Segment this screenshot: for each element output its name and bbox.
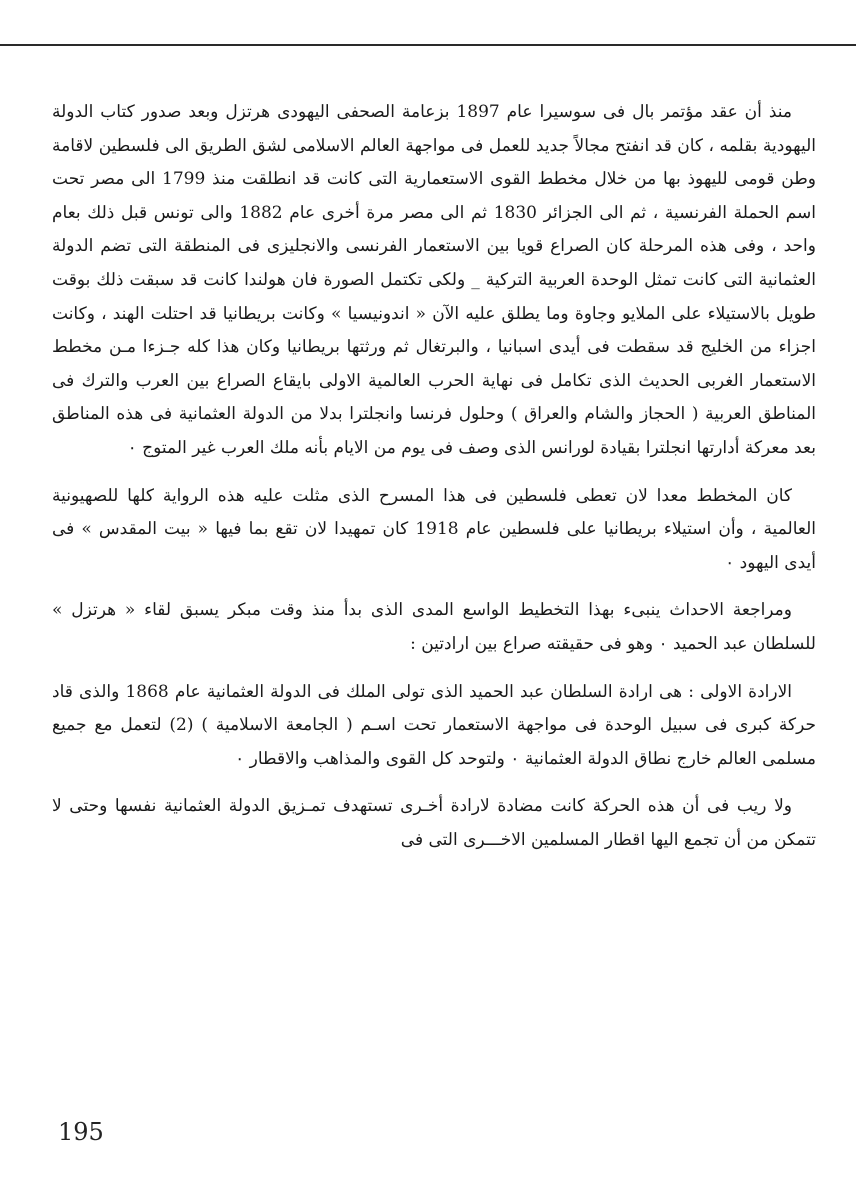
body-text: [52, 96, 816, 857]
paragraph: ولا ريب فى أن هذه الحركة كانت مضادة لارادة أخـرى تستهدف تمـزيق الدولة العثمانية نفسها وحتى لا تتمكن من أن تجمع اليها اقطار المسلمين الاخـــرى التى فى: [52, 796, 816, 850]
header-rule: [0, 44, 856, 46]
page-number: 195: [58, 1118, 104, 1146]
paragraph: كان المخطط معدا لان تعطى فلسطين فى هذا المسرح الذى مثلت عليه هذه الرواية كلها للصهيونية العالمية ، وأن استيلاء بريطانيا على فلسطين عام 1918 كان تمهيدا لان تقع بما فيها « بيت المقدس » فى أيدى اليهود ٠: [52, 485, 816, 573]
paragraph: الارادة الاولى : هى ارادة السلطان عبد الحميد الذى تولى الملك فى الدولة العثمانية عام 1868 والذى قاد حركة كبرى فى سبيل الوحدة فى مواجهة الاستعمار تحت اسـم ( الجامعة الاسلامية ) (2) لتعمل مع جميع مسلمى العالم خارج نطاق الدولة العثمانية ٠ ولتوحد كل القوى والمذاهب والاقطار ٠: [52, 681, 817, 769]
paragraph: منذ أن عقد مؤتمر بال فى سوسيرا عام 1897 بزعامة الصحفى اليهودى هرتزل وبعد صدور كتاب الدولة اليهودية بقلمه ، كان قد انفتح مجالاً جديد للعمل فى مواجهة العالم الاسلامى لشق الطريق الى فلسطين لاقامة وطن قومى لليهوذ بها من خلال مخطط القوى الاستعمارية التى كانت قد انطلقت منذ 1799 الى مصر تحت اسم الحملة الفرنسية ، ثم الى الجزائر 1830 ثم الى مصر مرة أخرى عام 1882 والى تونس قبل ذلك بعام واحد ، وفى هذه المرحلة كان الصراع قويا بين الاستعمار الفرنسى والانجليزى فى المنطقة التى تضم الدولة العثمانية التى كانت تمثل الوحدة العربية التركية _ ولكى تكتمل الصورة فان هولندا كانت قد سبقت ذلك بوقت طويل بالاستيلاء على الملايو وجاوة وما يطلق عليه الآن « اندونيسيا » وكانت بريطانيا قد احتلت الهند ، وكانت اجزاء من الخليج قد سقطت فى أيدى اسبانيا ، والبرتغال ثم ورثتها بريطانيا وكان هذا كله جـزءا مـن مخطط الاستعمار الغربى الحديث الذى تكامل فى نهاية الحرب العالمية الاولى بايقاع الصراع بين العرب والترك فى المناطق العربية ( الحجاز والشام والعراق ) وحلول فرنسا وانجلترا بدلا من الدولة العثمانية فى هذه المناطق بعد معركة أدارتها انجلترا بقيادة لورانس الذى وصف فى يوم من الايام بأنه ملك العرب غير المتوج ٠: [52, 102, 816, 458]
paragraph: ومراجعة الاحداث ينبىء بهذا التخطيط الواسع المدى الذى بدأ منذ وقت مبكر يسبق لقاء « هرتزل » للسلطان عبد الحميد ٠ وهو فى حقيقته صراع بين ارادتين :: [52, 600, 816, 654]
